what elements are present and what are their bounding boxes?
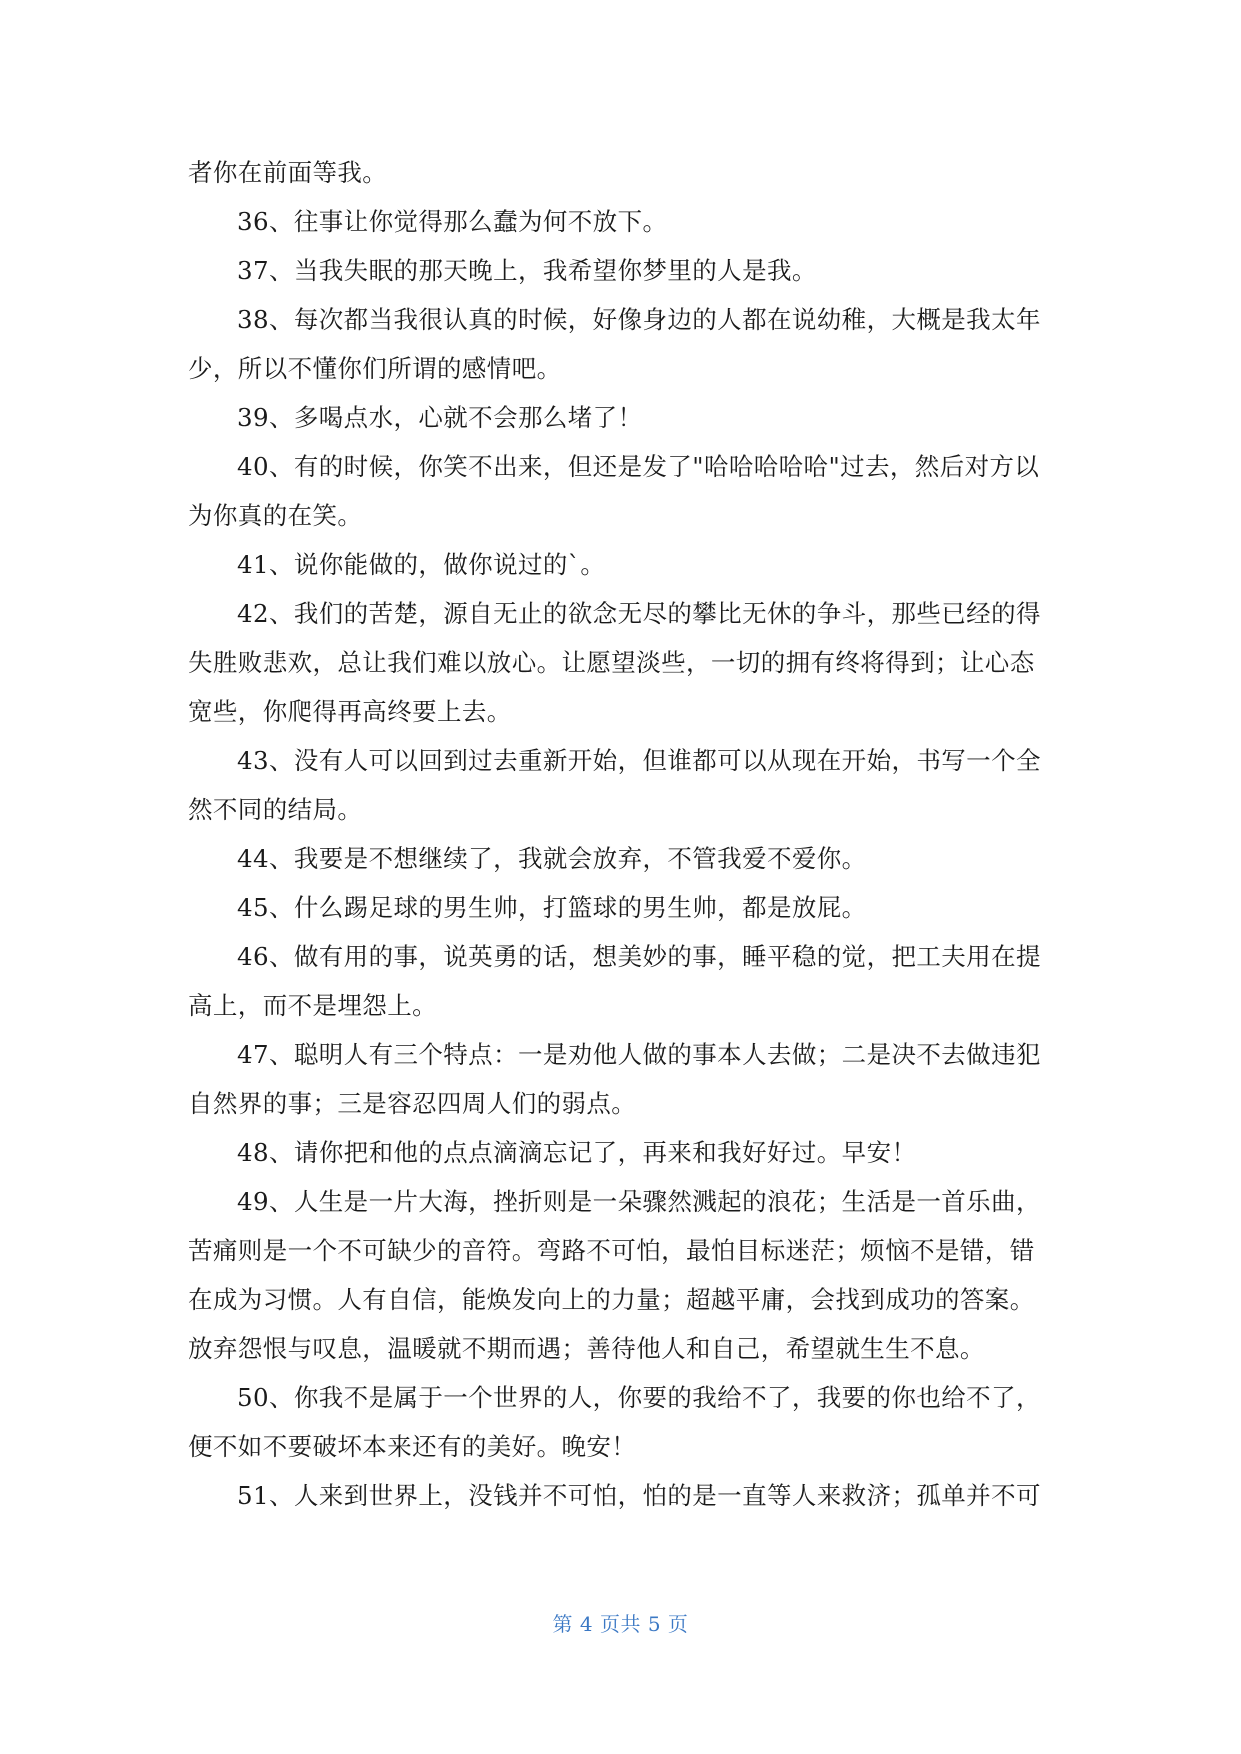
paragraph: 45、什么踢足球的男生帅，打篮球的男生帅，都是放屁。 bbox=[237, 893, 867, 922]
paragraph: 43、没有人可以回到过去重新开始，但谁都可以从现在开始，书写一个全 然不同的结局。 bbox=[188, 746, 1041, 824]
paragraph: 41、说你能做的，做你说过的`。 bbox=[237, 550, 606, 579]
paragraph: 51、人来到世界上，没钱并不可怕，怕的是一直等人来救济；孤单并不可 bbox=[237, 1481, 1041, 1510]
paragraph: 47、聪明人有三个特点：一是劝他人做的事本人去做；二是决不去做违犯 自然界的事；三是容忍四周人们的弱点。 bbox=[188, 1040, 1041, 1118]
paragraph: 46、做有用的事，说英勇的话，想美妙的事，睡平稳的觉，把工夫用在提 高上，而不是埋怨上。 bbox=[188, 942, 1041, 1020]
paragraph: 者你在前面等我。 bbox=[188, 158, 388, 187]
paragraph: 42、我们的苦楚，源自无止的欲念无尽的攀比无休的争斗，那些已经的得 失胜败悲欢，总让我们难以放心。让愿望淡些，一切的拥有终将得到；让心态 宽些，你爬得再高终要上去。 bbox=[188, 599, 1041, 726]
paragraph: 44、我要是不想继续了，我就会放弃，不管我爱不爱你。 bbox=[237, 844, 867, 873]
paragraph: 50、你我不是属于一个世界的人，你要的我给不了，我要的你也给不了， 便不如不要破坏本来还有的美好。晚安！ bbox=[188, 1383, 1041, 1461]
page-number-footer: 第 4 页共 5 页 bbox=[552, 1612, 689, 1636]
paragraph: 38、每次都当我很认真的时候，好像身边的人都在说幼稚，大概是我太年 少，所以不懂你们所谓的感情吧。 bbox=[188, 305, 1041, 383]
paragraph: 48、请你把和他的点点滴滴忘记了，再来和我好好过。早安！ bbox=[237, 1138, 917, 1167]
paragraph: 40、有的时候，你笑不出来，但还是发了"哈哈哈哈哈"过去，然后对方以 为你真的在笑。 bbox=[188, 452, 1040, 530]
paragraph: 49、人生是一片大海，挫折则是一朵骤然溅起的浪花；生活是一首乐曲， 苦痛则是一个不可缺少的音符。弯路不可怕，最怕目标迷茫；烦恼不是错，错 在成为习惯。人有自信，能焕发向上的力量；超越平庸，会找到成功的答案。 放弃怨恨与叹息，温暖就不期而遇；善待他人和自己，希望就生生不息。 bbox=[188, 1187, 1041, 1363]
document-body bbox=[188, 148, 1050, 1520]
paragraph: 39、多喝点水，心就不会那么堵了！ bbox=[237, 403, 643, 432]
paragraph: 37、当我失眠的那天晚上，我希望你梦里的人是我。 bbox=[237, 256, 817, 285]
paragraph: 36、往事让你觉得那么蠢为何不放下。 bbox=[237, 207, 668, 236]
